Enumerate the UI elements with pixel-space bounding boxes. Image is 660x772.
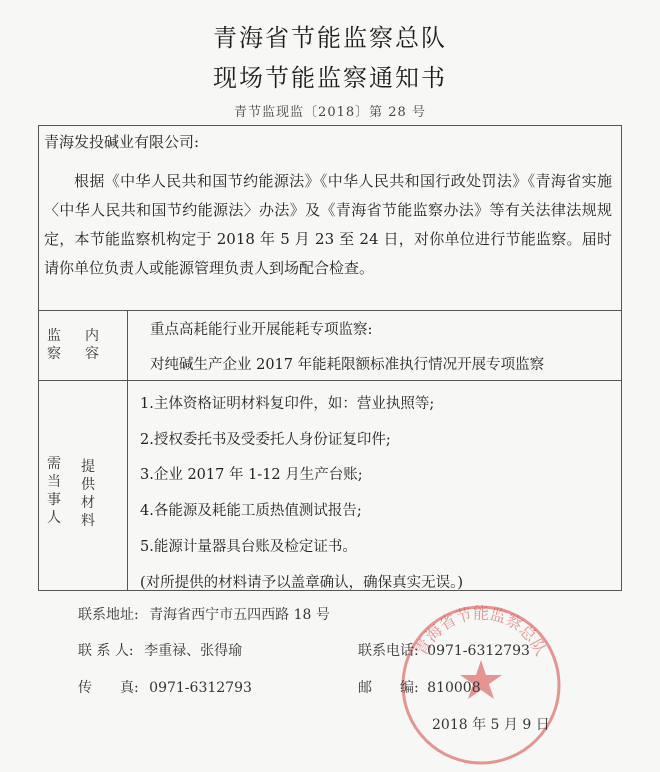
table-middle-rule bbox=[38, 380, 622, 381]
requirement-item: 5.能源计量器具台账及检定证书。 bbox=[140, 539, 357, 555]
document-number: 青节监现监〔2018〕第 28 号 bbox=[234, 105, 426, 120]
table-column-rule bbox=[127, 310, 128, 591]
table-top-rule bbox=[38, 310, 622, 311]
requirements-note: (对所提供的材料请予以盖章确认，确保真实无误。) bbox=[140, 575, 464, 591]
document-title-line1: 青海省节能监察总队 bbox=[213, 24, 447, 52]
label-char: 容 bbox=[85, 346, 99, 362]
label-char: 供 bbox=[81, 477, 95, 493]
contact-address bbox=[78, 604, 330, 624]
addressee: 青海发投碱业有限公司: bbox=[44, 133, 200, 151]
requirements-label-col2 bbox=[80, 458, 96, 530]
contact-phone bbox=[358, 640, 530, 660]
label-char: 提 bbox=[81, 459, 95, 475]
requirement-item: 4.各能源及耗能工质热值测试报告; bbox=[140, 503, 362, 519]
label-char: 人 bbox=[47, 510, 61, 526]
label-char: 内 bbox=[85, 328, 99, 344]
contact-fax bbox=[78, 677, 252, 697]
requirement-item: 3.企业 2017 年 1-12 月生产台账; bbox=[140, 467, 363, 483]
postcode-label: 邮 编: bbox=[358, 680, 419, 696]
contact-postcode bbox=[358, 677, 481, 697]
person-value: 李重禄、张得瑜 bbox=[144, 643, 243, 659]
address-label: 联系地址: bbox=[78, 607, 139, 623]
requirements-label-col1 bbox=[46, 455, 62, 527]
phone-label: 联系电话: bbox=[358, 643, 419, 659]
issue-date: 2018 年 5 月 9 日 bbox=[432, 717, 550, 733]
inspection-line-2: 对纯碱生产企业 2017 年能耗限额标准执行情况开展专项监察 bbox=[150, 357, 545, 373]
label-char: 监 bbox=[47, 328, 61, 344]
postcode-value: 810008 bbox=[427, 680, 481, 696]
inspection-line-1: 重点高耗能行业开展能耗专项监察: bbox=[150, 322, 373, 338]
label-char: 需 bbox=[47, 456, 61, 472]
requirement-item: 1.主体资格证明材料复印件，如：营业执照等; bbox=[140, 396, 435, 412]
document-title-line2: 现场节能监察通知书 bbox=[213, 64, 447, 92]
inspection-label-col2 bbox=[84, 327, 100, 363]
fax-label: 传 真: bbox=[78, 680, 139, 696]
seal-text: 青海省节能监察总队 bbox=[411, 603, 551, 659]
inspection-label-col1 bbox=[46, 327, 62, 363]
person-label: 联 系 人: bbox=[78, 643, 134, 659]
label-char: 察 bbox=[47, 346, 61, 362]
label-char: 料 bbox=[81, 513, 95, 529]
contact-person bbox=[78, 640, 242, 660]
notice-body: 根据《中华人民共和国节约能源法》《中华人民共和国行政处罚法》《青海省实施〈中华人民共和国节约能源法〉办法》及《青海省节能监察办法》等有关法律法规规定，本节能监察机构定于 2018 年 5 月 23 至 24 日，对你单位进行节能监察。届时请你单位负责人或能源管理负责人到场配合检查。 bbox=[44, 172, 612, 277]
requirement-item: 2.授权委托书及受委托人身份证复印件; bbox=[140, 432, 391, 448]
address-value: 青海省西宁市五四西路 18 号 bbox=[149, 607, 330, 623]
label-char: 材 bbox=[81, 495, 95, 511]
label-char: 当 bbox=[47, 474, 61, 490]
phone-value: 0971-6312793 bbox=[427, 643, 530, 659]
label-char: 事 bbox=[47, 492, 61, 508]
fax-value: 0971-6312793 bbox=[149, 680, 252, 696]
